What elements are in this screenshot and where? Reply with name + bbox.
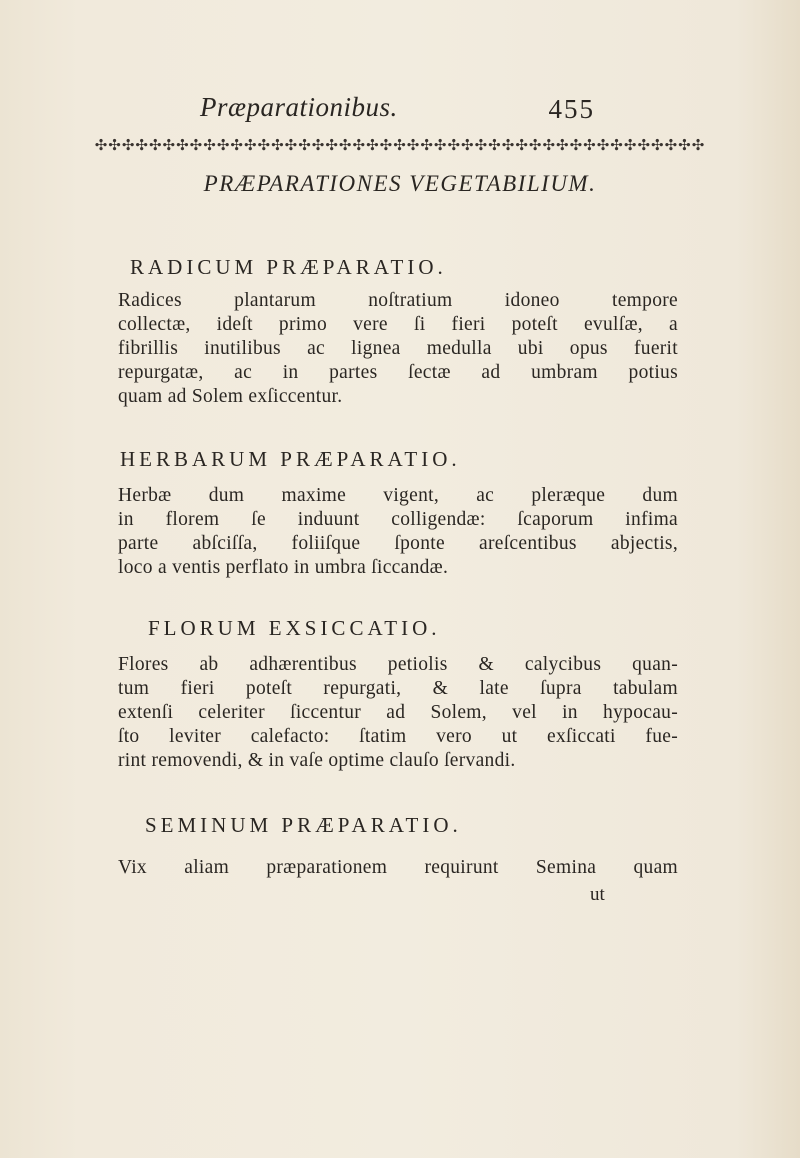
running-title: Præparationibus.	[200, 92, 398, 122]
text-line: rint removendi, & in vaſe optime clauſo ſervandi.	[118, 750, 516, 771]
page-number: 455	[548, 94, 595, 124]
text-line: parte abſciſſa, foliiſque ſponte areſcentibus abjectis,	[118, 533, 678, 554]
text-line: in florem ſe induunt colligendæ: ſcaporum infima	[118, 509, 678, 530]
paragraph-florum	[118, 653, 678, 773]
text-line: loco a ventis perflato in umbra ſiccandæ.	[118, 557, 449, 578]
text-line: Flores ab adhærentibus petiolis & calycibus quan-	[118, 654, 678, 675]
section-heading-florum: FLORUM EXSICCATIO.	[148, 616, 441, 640]
text-line: Vix aliam præparationem requirunt Semina quam	[118, 857, 678, 878]
running-head	[200, 92, 595, 128]
text-line: tum fieri poteſt repurgati, & late ſupra tabulam	[118, 678, 678, 699]
section-heading-radicum: RADICUM PRÆPARATIO.	[130, 255, 447, 279]
catchword: ut	[590, 884, 605, 905]
text-line: collectæ, ideſt primo vere ſi fieri poteſt evulſæ, a	[118, 314, 678, 335]
section-heading-seminum: SEMINUM PRÆPARATIO.	[145, 813, 462, 837]
text-line: ſto leviter calefacto: ſtatim vero ut exſiccati fue-	[118, 726, 678, 747]
section-heading-herbarum: HERBARUM PRÆPARATIO.	[120, 447, 461, 471]
paragraph-radicum	[118, 289, 678, 409]
text-line: quam ad Solem exſiccentur.	[118, 386, 343, 407]
text-line: Herbæ dum maxime vigent, ac pleræque dum	[118, 485, 678, 506]
ornamental-border: ✣✣✣✣✣✣✣✣✣✣✣✣✣✣✣✣✣✣✣✣✣✣✣✣✣✣✣✣✣✣✣✣✣✣✣✣✣✣✣✣✣✣✣✣✣	[94, 136, 706, 154]
text-line: repurgatæ, ac in partes ſectæ ad umbram potius	[118, 362, 678, 383]
text-line: fibrillis inutilibus ac lignea medulla ubi opus fuerit	[118, 338, 678, 359]
chapter-title: PRÆPARATIONES VEGETABILIUM.	[203, 171, 597, 196]
paragraph-herbarum	[118, 484, 678, 580]
paragraph-seminum	[118, 856, 678, 880]
text-line: Radices plantarum noſtratium idoneo tempore	[118, 290, 678, 311]
text-line: extenſi celeriter ſiccentur ad Solem, vel in hypocau-	[118, 702, 678, 723]
